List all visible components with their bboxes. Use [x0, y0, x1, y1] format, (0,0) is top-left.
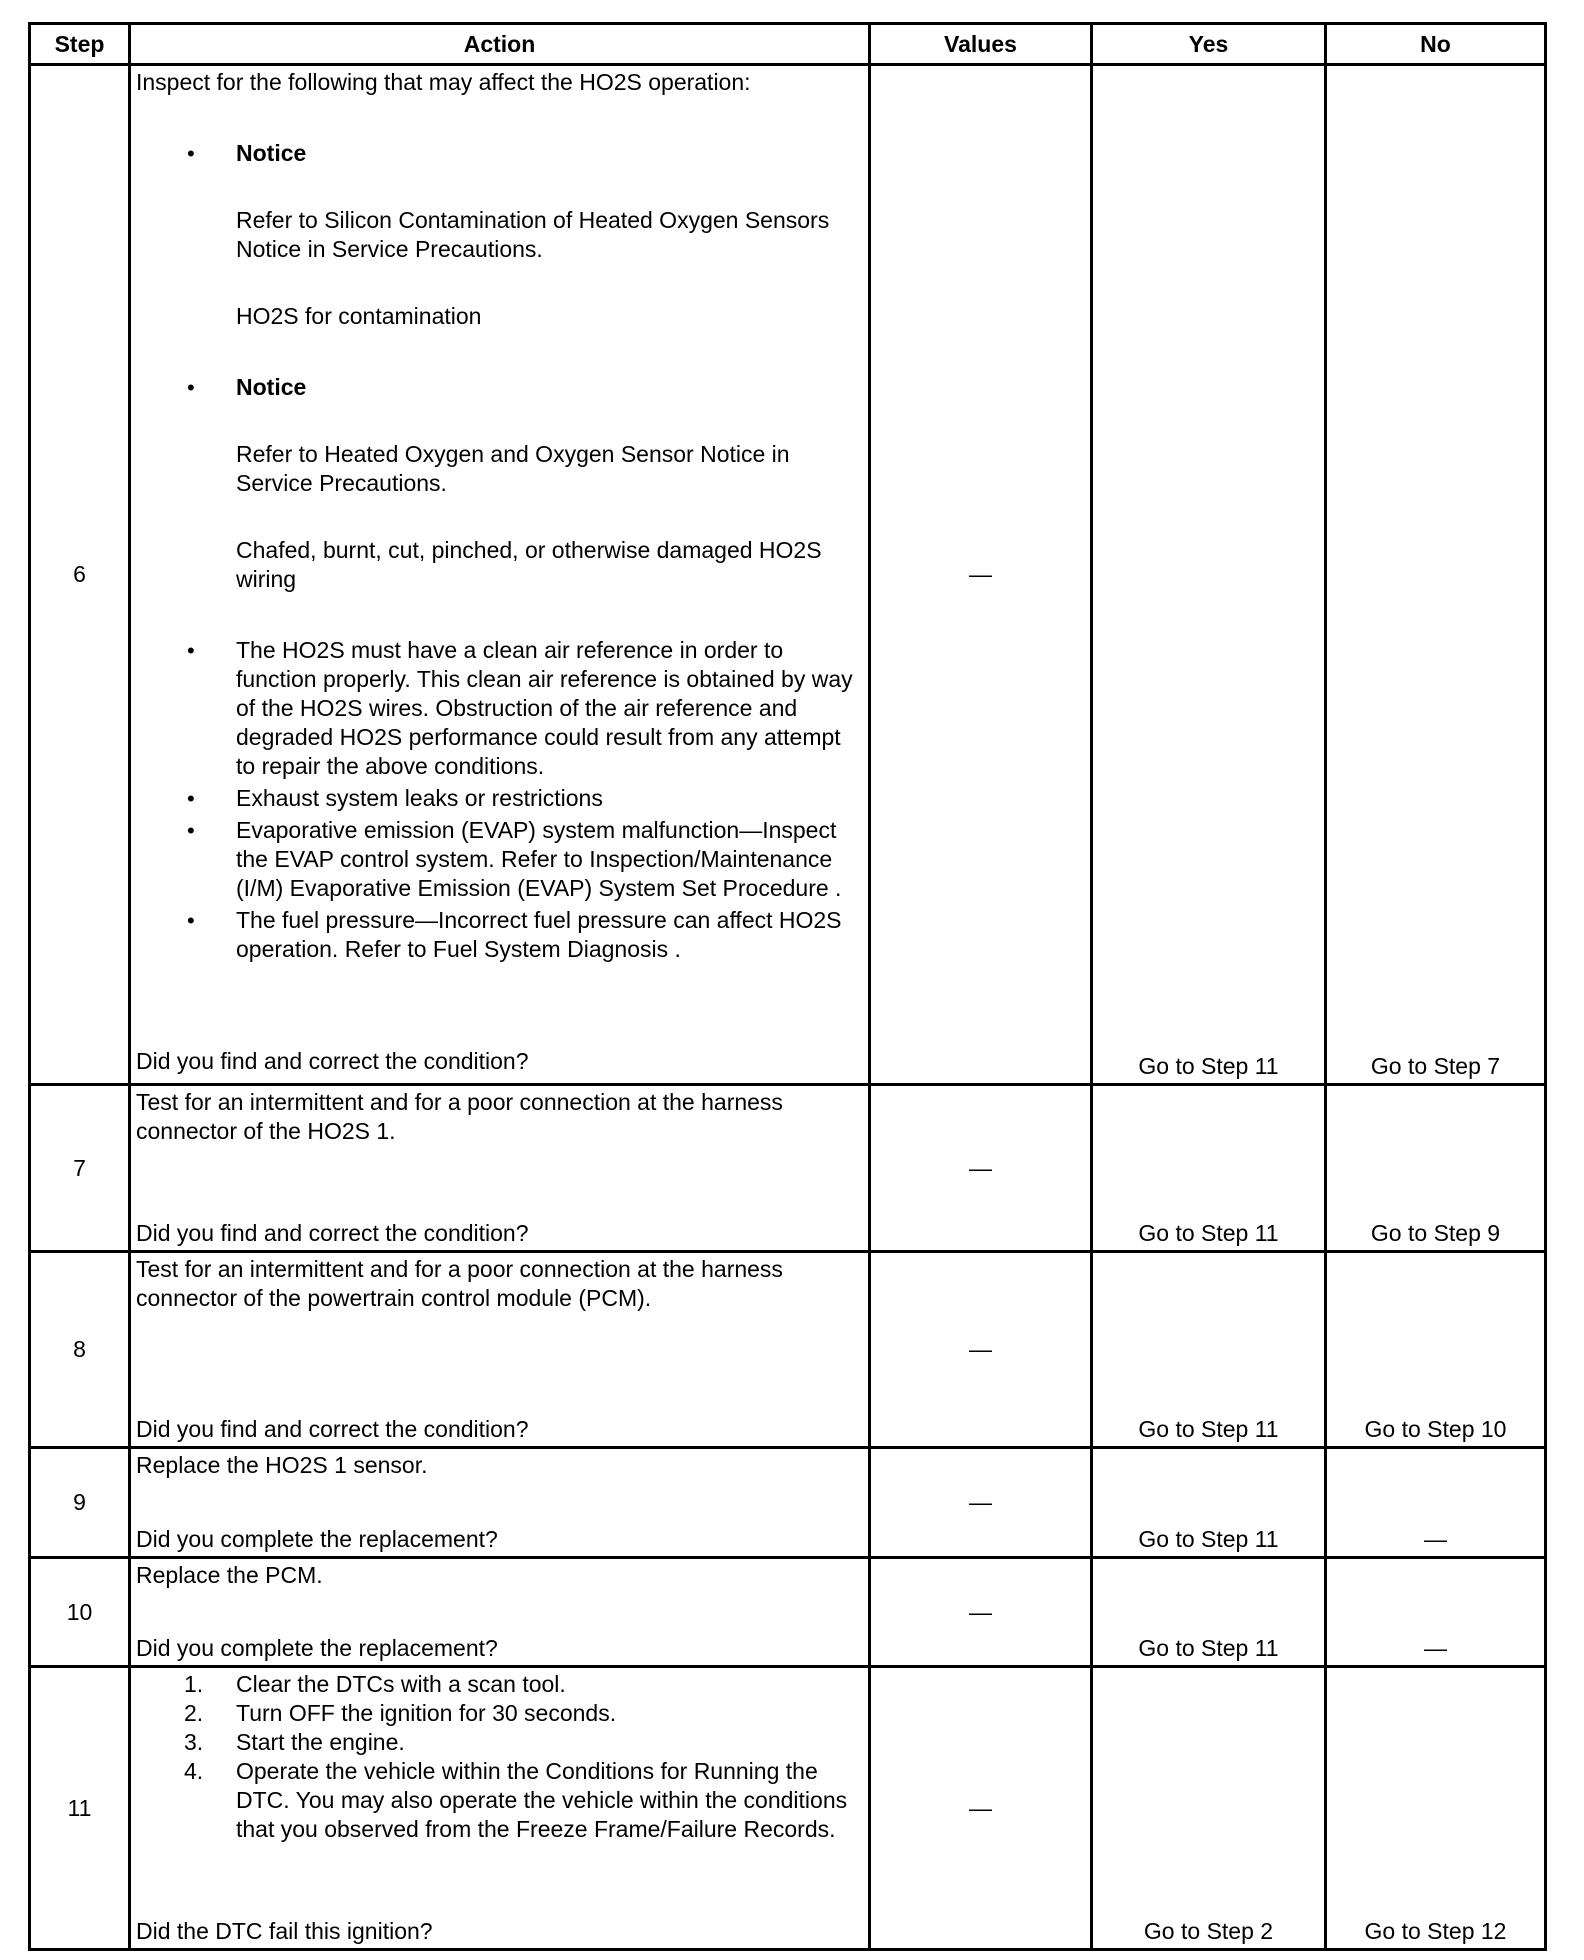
values-cell: —	[870, 65, 1092, 1085]
list-item: • The HO2S must have a clean air reference in order to function properly. This clean air reference is obtained by way of the HO2S wires. Obstruction of the air reference and degraded HO2S performance could result from any attempt to repair the above conditions.	[136, 636, 860, 781]
yes-cell: Go to Step 2	[1092, 1667, 1326, 1950]
list-number: 2.	[184, 1700, 204, 1726]
values-cell: —	[870, 1667, 1092, 1950]
table-row	[30, 1667, 1546, 1950]
yes-cell: Go to Step 11	[1092, 65, 1326, 1085]
notice-label: Notice	[236, 140, 307, 166]
no-cell: Go to Step 10	[1326, 1252, 1546, 1448]
yes-cell: Go to Step 11	[1092, 1558, 1326, 1667]
diagnostic-table	[28, 22, 1547, 1951]
yes-cell: Go to Step 11	[1092, 1448, 1326, 1558]
values-cell: —	[870, 1252, 1092, 1448]
table-row	[30, 1252, 1546, 1448]
step-number: 10	[30, 1558, 130, 1667]
no-cell: Go to Step 7	[1326, 65, 1546, 1085]
notice-text: Refer to Silicon Contamination of Heated Oxygen Sensors Notice in Service Precautions.	[236, 207, 830, 262]
action-question: Did the DTC fail this ignition?	[136, 1918, 433, 1944]
action-cell	[130, 1667, 870, 1950]
notice-item: HO2S for contamination	[236, 303, 482, 329]
no-cell: —	[1326, 1558, 1546, 1667]
action-text: Test for an intermittent and for a poor connection at the harness connector of the powertrain control module (PCM).	[136, 1256, 783, 1311]
values-cell: —	[870, 1085, 1092, 1252]
yes-cell: Go to Step 11	[1092, 1252, 1326, 1448]
header-values: Values	[870, 24, 1092, 65]
list-item	[136, 1699, 860, 1728]
yes-cell: Go to Step 11	[1092, 1085, 1326, 1252]
table-row	[30, 1558, 1546, 1667]
action-cell	[130, 1558, 870, 1667]
action-question: Did you complete the replacement?	[136, 1635, 498, 1661]
no-cell: —	[1326, 1448, 1546, 1558]
no-cell: Go to Step 12	[1326, 1667, 1546, 1950]
values-cell: —	[870, 1448, 1092, 1558]
list-item	[136, 1670, 860, 1699]
list-text: Start the engine.	[236, 1729, 405, 1755]
list-text: Operate the vehicle within the Conditions for Running the DTC. You may also operate the vehicle within the conditions that you observed from the Freeze Frame/Failure Records.	[236, 1758, 848, 1842]
list-item	[136, 1728, 860, 1757]
notice-text: Refer to Heated Oxygen and Oxygen Sensor Notice in Service Precautions.	[236, 441, 790, 496]
header-yes: Yes	[1092, 24, 1326, 65]
list-item: • Exhaust system leaks or restrictions	[136, 784, 860, 813]
action-text: Replace the HO2S 1 sensor.	[136, 1452, 428, 1478]
action-question: Did you find and correct the condition?	[136, 1048, 529, 1074]
header-action: Action	[130, 24, 870, 65]
action-cell	[130, 65, 870, 1085]
list-item	[136, 139, 860, 168]
step-number: 9	[30, 1448, 130, 1558]
list-text: Clear the DTCs with a scan tool.	[236, 1671, 566, 1697]
action-cell	[130, 1448, 870, 1558]
list-item: • The fuel pressure—Incorrect fuel pressure can affect HO2S operation. Refer to Fuel System Diagnosis .	[136, 906, 860, 964]
action-intro: Inspect for the following that may affect the HO2S operation:	[136, 69, 751, 95]
header-step: Step	[30, 24, 130, 65]
header-row	[30, 24, 1546, 65]
list-text: Turn OFF the ignition for 30 seconds.	[236, 1700, 617, 1726]
table-row	[30, 65, 1546, 1085]
step-number: 6	[30, 65, 130, 1085]
table-row	[30, 1085, 1546, 1252]
list-item	[136, 373, 860, 402]
action-question: Did you complete the replacement?	[136, 1526, 498, 1552]
list-number: 1.	[184, 1671, 204, 1697]
action-cell	[130, 1085, 870, 1252]
action-cell	[130, 1252, 870, 1448]
list-number: 4.	[184, 1758, 204, 1784]
list-number: 3.	[184, 1729, 204, 1755]
action-question: Did you find and correct the condition?	[136, 1220, 529, 1246]
no-cell: Go to Step 9	[1326, 1085, 1546, 1252]
action-text: Test for an intermittent and for a poor connection at the harness connector of the HO2S 1.	[136, 1089, 783, 1144]
table-row	[30, 1448, 1546, 1558]
action-text: Replace the PCM.	[136, 1562, 323, 1588]
list-item: • Evaporative emission (EVAP) system malfunction—Inspect the EVAP control system. Refer to Inspection/Maintenance (I/M) Evaporative Emission (EVAP) System Set Procedure .	[136, 816, 860, 903]
notice-label: Notice	[236, 374, 307, 400]
notice-item: Chafed, burnt, cut, pinched, or otherwise damaged HO2S wiring	[236, 537, 822, 592]
list-item	[136, 1757, 860, 1844]
step-number: 11	[30, 1667, 130, 1950]
values-cell: —	[870, 1558, 1092, 1667]
step-number: 8	[30, 1252, 130, 1448]
action-question: Did you find and correct the condition?	[136, 1416, 529, 1442]
step-number: 7	[30, 1085, 130, 1252]
header-no: No	[1326, 24, 1546, 65]
